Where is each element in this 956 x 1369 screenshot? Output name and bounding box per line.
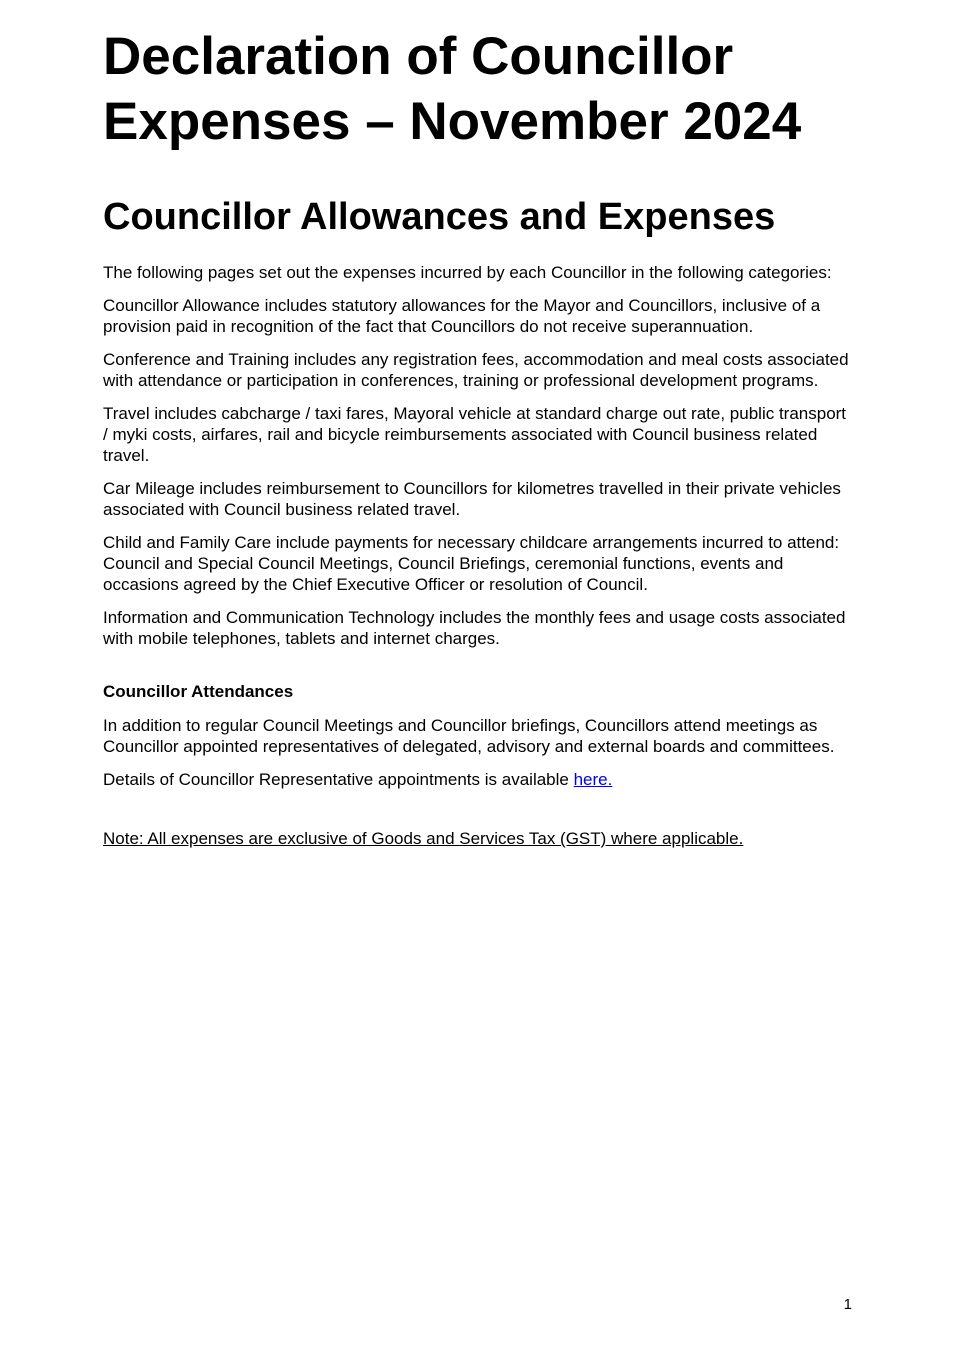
page-number: 1 xyxy=(843,1296,852,1313)
paragraph-categories-intro: The following pages set out the expenses incurred by each Councillor in the following categories: xyxy=(103,263,832,282)
paragraph-car-mileage: Car Mileage includes reimbursement to Councillors for kilometres travelled in their private vehicles associated with Council business related travel. xyxy=(103,479,841,519)
intro-paragraphs xyxy=(103,262,853,649)
gst-note: Note: All expenses are exclusive of Goods and Services Tax (GST) where applicable. xyxy=(103,829,744,848)
here-link[interactable]: here. xyxy=(573,770,613,789)
paragraph-attendances-body: In addition to regular Council Meetings and Councillor briefings, Councillors attend meetings as Councillor appointed representatives of delegated, advisory and external boards and committees. xyxy=(103,716,835,756)
sub-heading-councillor-attendances: Councillor Attendances xyxy=(103,682,294,701)
representative-details-text: Details of Councillor Representative appointments is available xyxy=(103,770,574,789)
paragraph-child-family-care: Child and Family Care include payments for necessary childcare arrangements incurred to attend: Council and Special Council Meetings, Council Briefings, ceremonial functions, events and occasions agreed by the Chief Executive Officer or resolution of Council. xyxy=(103,533,840,594)
paragraph-conference-training: Conference and Training includes any registration fees, accommodation and meal costs associated with attendance or participation in conferences, training or professional development programs. xyxy=(103,350,849,390)
paragraph-representative-details xyxy=(103,769,853,790)
attendances-section xyxy=(103,715,853,757)
paragraph-ict: Information and Communication Technology includes the monthly fees and usage costs associated with mobile telephones, tablets and internet charges. xyxy=(103,608,846,648)
document-title: Declaration of Councillor Expenses – November 2024 xyxy=(103,27,802,151)
paragraph-travel: Travel includes cabcharge / taxi fares, Mayoral vehicle at standard charge out rate, public transport / myki costs, airfares, rail and bicycle reimbursements associated with Council business related travel. xyxy=(103,404,847,465)
paragraph-councillor-allowance: Councillor Allowance includes statutory allowances for the Mayor and Councillors, inclusive of a provision paid in recognition of the fact that Councillors do not receive superannuation. xyxy=(103,296,821,336)
section-heading-allowances-expenses: Councillor Allowances and Expenses xyxy=(103,196,776,238)
